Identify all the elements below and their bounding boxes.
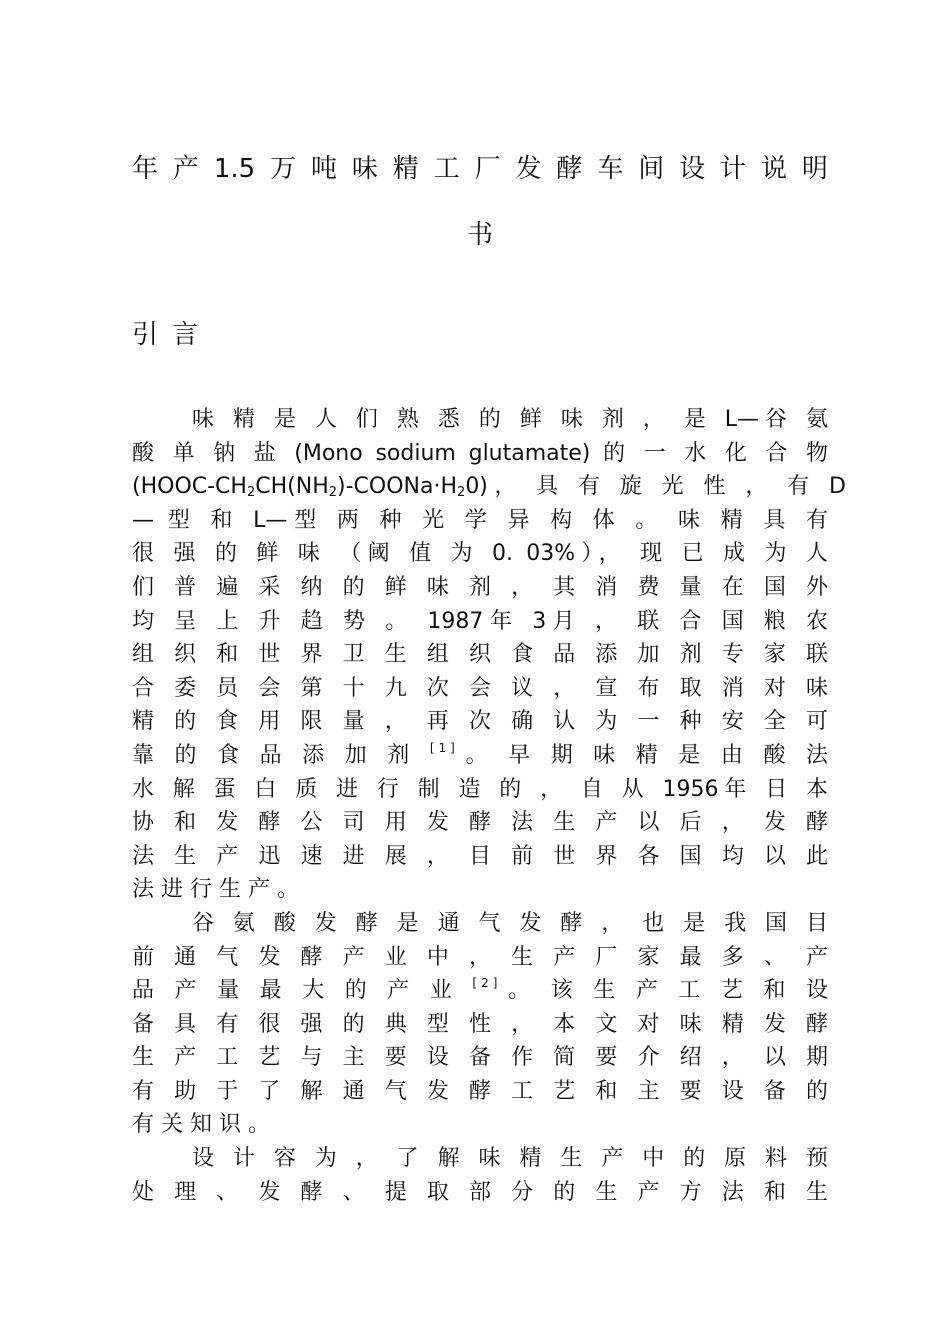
paragraph-line: 合 委 员 会 第 十 九 次 会 议 ， 宣 布 取 消 对 味 <box>132 675 828 701</box>
paragraph-line: 法 进 行 生 产 。 <box>132 877 299 903</box>
title-glyph: 吨 <box>310 154 337 184</box>
citation-line-text: 。 该 生 产 工 艺 和 设 <box>501 978 829 1004</box>
paragraph-line: — 型 和 L—型 两 种 光 学 异 构 体 。 味 精 具 有 <box>132 507 828 533</box>
title-glyph: 酵 <box>556 154 583 184</box>
body-text <box>132 403 846 1209</box>
title-glyph: 计 <box>720 154 747 184</box>
title-glyph: 1.5 <box>213 154 256 184</box>
formula-line <box>132 470 846 504</box>
title-glyph: 味 <box>351 154 378 184</box>
title-glyph: 产 <box>172 154 199 184</box>
document-title <box>132 152 828 186</box>
citation-line <box>132 974 828 1008</box>
citation-line <box>132 739 828 773</box>
subscript: 2 <box>246 485 256 501</box>
subscript: 2 <box>457 485 466 501</box>
formula-part: (HOOC-CH <box>132 474 247 500</box>
title-glyph: 间 <box>638 154 665 184</box>
title-glyph: 车 <box>597 154 624 184</box>
paragraph-line: 精 的 食 用 限 量 ， 再 次 确 认 为 一 种 安 全 可 <box>132 709 828 735</box>
title-glyph: 发 <box>515 154 542 184</box>
paragraph-line: 均 呈 上 升 趋 势 。 1987年 3月 ， 联 合 国 粮 农 <box>132 608 829 634</box>
formula-part: )-COONa·H <box>337 474 458 500</box>
subscript: 2 <box>328 485 338 501</box>
document-title-continuation: 书 <box>466 220 493 250</box>
paragraph-line: 有 关 知 识 。 <box>132 1112 270 1138</box>
citation-line-text: 靠 的 食 品 添 加 剂 <box>132 742 417 768</box>
title-glyph: 厂 <box>474 154 501 184</box>
paragraph-line: 味 精 是 人 们 熟 悉 的 鲜 味 剂 ， 是 L—谷 氨 <box>192 407 828 432</box>
title-glyph: 设 <box>679 154 706 184</box>
section-heading: 引言 <box>132 320 213 350</box>
citation-line-text: 。 早 期 味 精 是 由 酸 法 <box>458 742 828 768</box>
paragraph-line: 法 生 产 迅 速 进 展 ， 目 前 世 界 各 国 均 以 此 <box>132 843 828 869</box>
paragraph-line: 生 产 工 艺 与 主 要 设 备 作 简 要 介 绍 ， 以 期 <box>132 1045 828 1071</box>
paragraph-line: 谷 氨 酸 发 酵 是 通 气 发 酵 ， 也 是 我 国 目 <box>192 910 828 936</box>
formula-part: CH(NH <box>255 474 329 500</box>
citation-line-text: 品 产 量 最 大 的 产 业 <box>132 978 459 1004</box>
paragraph-line: 协 和 发 酵 公 司 用 发 酵 法 生 产 以 后 ， 发 酵 <box>132 810 828 836</box>
title-glyph: 年 <box>132 154 159 184</box>
title-glyph: 明 <box>801 154 828 184</box>
title-glyph: 万 <box>270 154 297 184</box>
title-glyph: 精 <box>392 154 419 184</box>
title-glyph: 工 <box>433 154 460 184</box>
paragraph-line: 设 计 容 为 ， 了 解 味 精 生 产 中 的 原 料 预 <box>192 1146 828 1172</box>
paragraph-line: 组 织 和 世 界 卫 生 组 织 食 品 添 加 剂 专 家 联 <box>132 642 828 668</box>
title-glyph: 说 <box>760 154 787 184</box>
paragraph-line: 处 理 、 发 酵 、 提 取 部 分 的 生 产 方 法 和 生 <box>132 1179 828 1205</box>
paragraph-line: 们 普 遍 采 纳 的 鲜 味 剂 ， 其 消 费 量 在 国 外 <box>132 574 828 600</box>
paragraph-line: 水 解 蛋 白 质 进 行 制 造 的 ， 自 从 1956年 日 本 <box>132 776 828 802</box>
paragraph-line: 有 助 于 了 解 通 气 发 酵 工 艺 和 主 要 设 备 的 <box>132 1078 828 1104</box>
paragraph-line: 酸 单 钠 盐 (Mono sodium glutamate) 的 一 水 化 合 物 <box>132 440 828 466</box>
paragraph-line: 备 具 有 很 强 的 典 型 性 ， 本 文 对 味 精 发 酵 <box>132 1011 828 1037</box>
citation-ref: [2] <box>472 976 502 991</box>
formula-part: 0)， 具 有 旋 光 性 ， 有 D <box>465 474 846 500</box>
paragraph-line: 很 强 的 鲜 味 （阈 值 为 0. 03%）， 现 已 成 为 人 <box>132 541 828 567</box>
citation-ref: [1] <box>429 740 459 755</box>
paragraph-line: 前 通 气 发 酵 产 业 中 ， 生 产 厂 家 最 多 、 产 <box>132 944 828 970</box>
